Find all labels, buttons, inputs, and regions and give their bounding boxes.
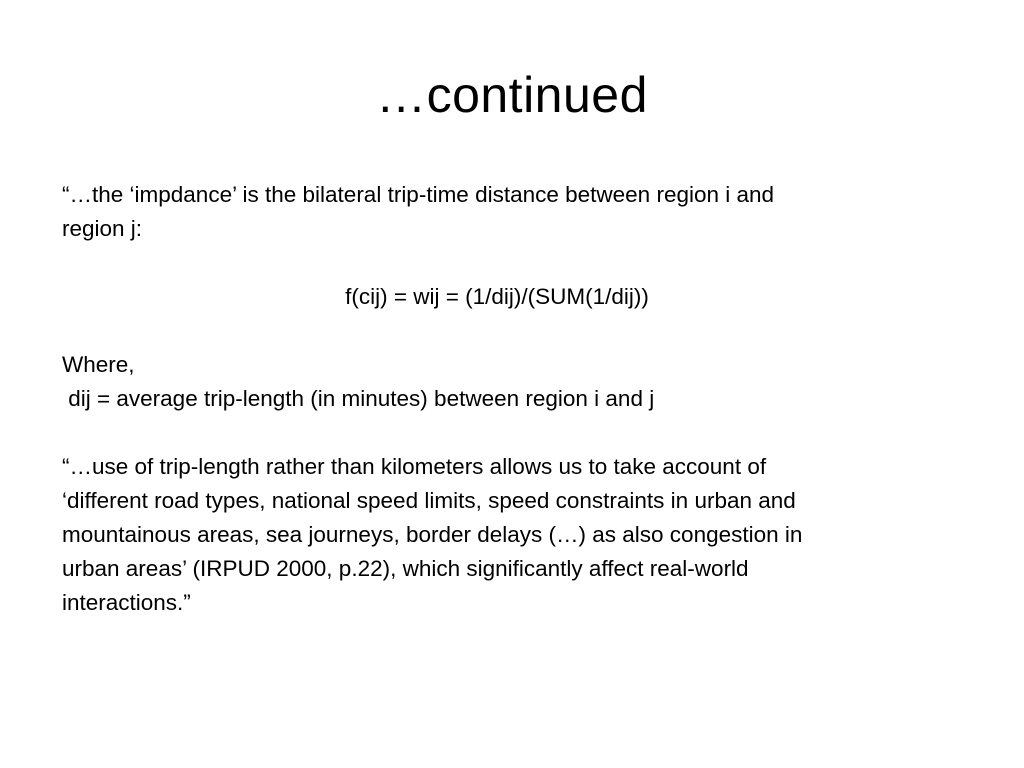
spacer <box>62 246 962 280</box>
spacer <box>62 416 962 450</box>
impedance-formula: f(cij) = wij = (1/dij)/(SUM(1/dij)) <box>345 284 649 309</box>
quote1-line: region j: <box>62 216 143 241</box>
slide-body <box>62 178 962 620</box>
quote2-line: ‘different road types, national speed limits, speed constraints in urban and <box>62 488 796 513</box>
quote2-line: urban areas’ (IRPUD 2000, p.22), which significantly affect real-world <box>62 556 749 581</box>
spacer <box>62 314 962 348</box>
where-label: Where, <box>62 352 135 377</box>
quote2-line: “…use of trip-length rather than kilometers allows us to take account of <box>62 454 767 479</box>
where-definition: dij = average trip-length (in minutes) between region i and j <box>62 386 655 411</box>
quote1-line: “…the ‘impdance’ is the bilateral trip-time distance between region i and <box>62 182 775 207</box>
quote2-line: mountainous areas, sea journeys, border delays (…) as also congestion in <box>62 522 803 547</box>
slide-title: …continued <box>376 67 648 123</box>
quote2-line: interactions.” <box>62 590 191 615</box>
